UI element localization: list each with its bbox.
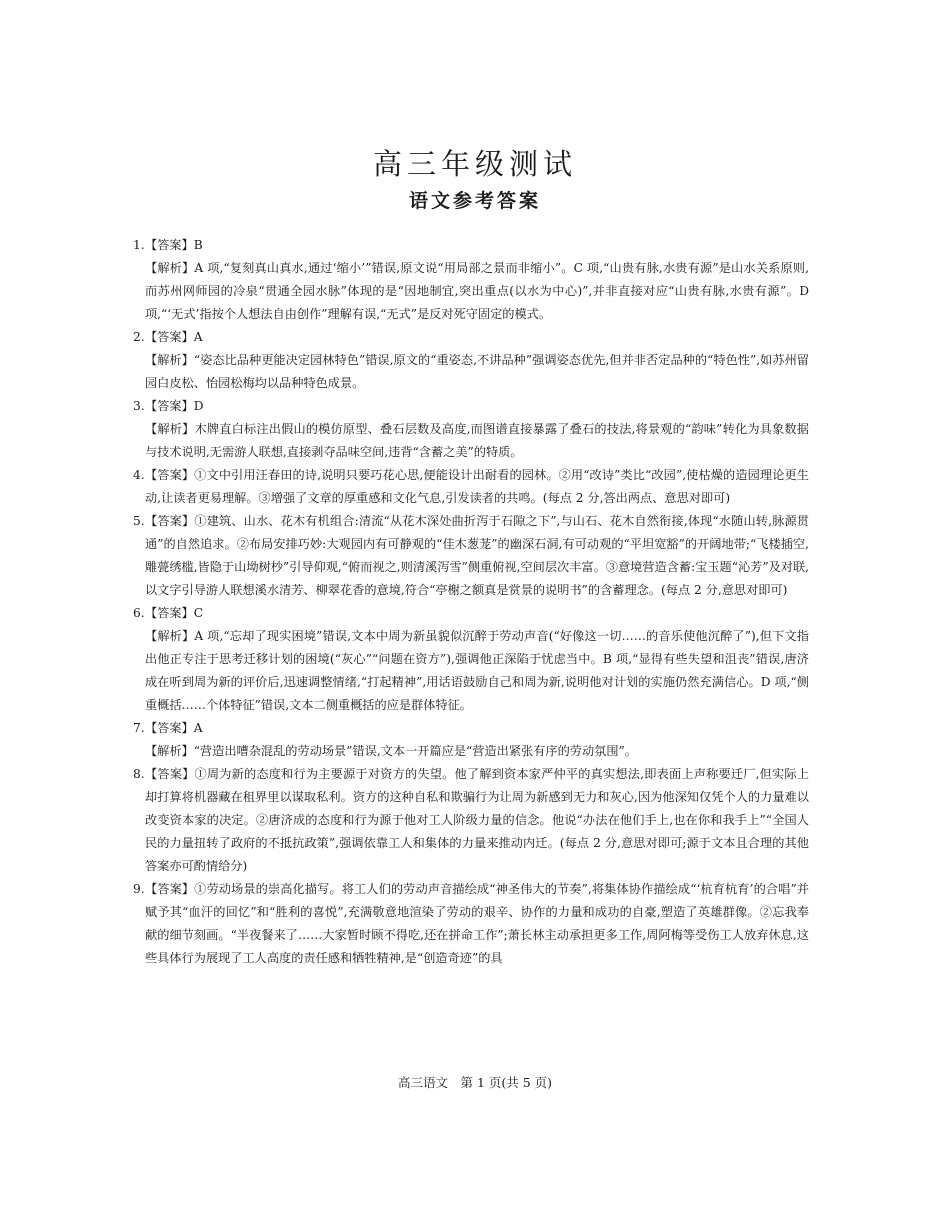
page-title: 高三年级测试 xyxy=(372,147,577,181)
answer-item-7 xyxy=(133,717,809,763)
item-number: 4. xyxy=(133,468,145,482)
explanation-text: 【解析】“营造出嘈杂混乱的劳动场景”错误,文本一开篇应是“营造出紧张有序的劳动氛围”。 xyxy=(145,744,637,758)
answer-line: 【答案】①文中引用汪春田的诗,说明只要巧花心思,便能设计出耐看的园林。②用“改诗”类比“改园”,使枯燥的造园理论更生动,让读者更易理解。③增强了文章的厚重感和文化气息,引发读者的共鸣。(每点 2 分,答出两点、意思对即可) xyxy=(145,468,809,505)
page-subtitle: 语文参考答案 xyxy=(408,190,541,212)
answer-item-2 xyxy=(133,326,809,395)
explanation-text: 【解析】木牌直白标注出假山的模仿原型、叠石层数及高度,而图谱直接暴露了叠石的技法,将景观的“韵味”转化为具象数据与技术说明,无需游人联想,直接剥夺品味空间,违背“含蓄之美”的特质。 xyxy=(145,422,809,459)
answer-line: 【答案】C xyxy=(145,606,204,620)
answer-item-4 xyxy=(133,464,809,510)
explanation-text: 【解析】A 项,“忘却了现实困境”错误,文本中周为新虽貌似沉醉于劳动声音(“好像这一切……的音乐使他沉醉了”),但下文指出他正专注于思考迁移计划的困境(“灰心”“问题在资方”),强调他正深陷于忧虑当中。B 项,“显得有些失望和沮丧”错误,唐济成在听到周为新的评价后,迅速调整情绪,“打起精神”,用话语鼓励自己和周为新,说明他对计划的实施仍然充满信心。D 项,“侧重概括……个体特征”错误,文本二侧重概括的应是群体特征。 xyxy=(145,629,809,712)
item-number: 1. xyxy=(133,238,145,252)
answer-line: 【答案】①建筑、山水、花木有机组合:清流“从花木深处曲折泻于石隙之下”,与山石、花木自然衔接,体现“水随山转,脉源贯通”的自然追求。②布局安排巧妙:大观园内有可静观的“佳木葱茏”的幽深石洞,有可动观的“平坦宽豁”的开阔地带;“飞楼插空,雕甍绣槛,皆隐于山坳树杪”引导仰观,“俯而视之,则清溪泻雪”侧重俯视,空间层次丰富。③意境营造含蓄:宝玉题“沁芳”及对联,以文字引导游人联想溪水清芳、柳翠花香的意境,符合“亭榭之额真是赏景的说明书”的含蓄理念。(每点 2 分,意思对即可) xyxy=(145,514,810,597)
answer-item-8 xyxy=(133,763,809,878)
answer-line: 【答案】①劳动场景的崇高化描写。将工人们的劳动声音描绘成“神圣伟大的节奏”,将集体协作描绘成“‘杭育杭育’的合唱”并赋予其“血汗的回忆”和“胜利的喜悦”,充满敬意地渲染了劳动的艰辛、协作的力量和成功的自豪,塑造了英雄群像。②忘我奉献的细节刻画。“半夜餐来了……大家暂时顾不得吃,还在拼命工作”;萧长林主动承担更多工作,周阿梅等受伤工人放弃休息,这些具体行为展现了工人高度的责任感和牺牲精神,是“创造奇迹”的具 xyxy=(145,882,809,965)
item-number: 6. xyxy=(133,606,145,620)
answer-line: 【答案】A xyxy=(145,721,203,735)
explanation-text: 【解析】A 项,“复刻真山真水,通过‘缩小’”错误,原文说“用局部之景而非缩小”。C 项,“山贵有脉,水贵有源”是山水关系原则,而苏州网师园的冷泉“贯通全园水脉”体现的是“因地制宜,突出重点(以水为中心)”,并非直接对应“山贵有脉,水贵有源”。D 项,“‘无式’指按个人想法自由创作”理解有误,“无式”是反对死守固定的模式。 xyxy=(145,261,809,321)
answer-item-5 xyxy=(133,510,809,602)
answer-item-6 xyxy=(133,602,809,717)
item-number: 2. xyxy=(133,330,145,344)
item-number: 3. xyxy=(133,399,145,413)
answer-item-9 xyxy=(133,878,809,970)
item-number: 5. xyxy=(133,514,145,528)
answer-line: 【答案】A xyxy=(145,330,203,344)
item-number: 9. xyxy=(133,882,145,896)
item-number: 7. xyxy=(133,721,145,735)
explanation-text: 【解析】“姿态比品种更能决定园林特色”错误,原文的“重姿态,不讲品种”强调姿态优先,但并非否定品种的“特色性”,如苏州留园白皮松、怡园松梅均以品种特色成景。 xyxy=(145,353,809,390)
answer-line: 【答案】D xyxy=(145,399,204,413)
page-footer: 高三语文 第 1 页(共 5 页) xyxy=(397,1075,553,1090)
answer-list xyxy=(133,234,809,970)
answer-item-3 xyxy=(133,395,809,464)
answer-line: 【答案】B xyxy=(145,238,203,252)
answer-line: 【答案】①周为新的态度和行为主要源于对资方的失望。他了解到资本家严仲平的真实想法,即表面上声称要迁厂,但实际上却打算将机器藏在租界里以谋取私利。资方的这种自私和欺骗行为让周为新感到无力和灰心,因为他深知仅凭个人的力量难以改变资本家的决定。②唐济成的态度和行为源于他对工人阶级力量的信念。他说“办法在他们手上,也在你和我手上”“全国人民的力量扭转了政府的不抵抗政策”,强调依靠工人和集体的力量来推动内迁。(每点 2 分,意思对即可;源于文本且合理的其他答案亦可酌情给分) xyxy=(145,767,809,873)
item-number: 8. xyxy=(133,767,145,781)
answer-item-1 xyxy=(133,234,809,326)
